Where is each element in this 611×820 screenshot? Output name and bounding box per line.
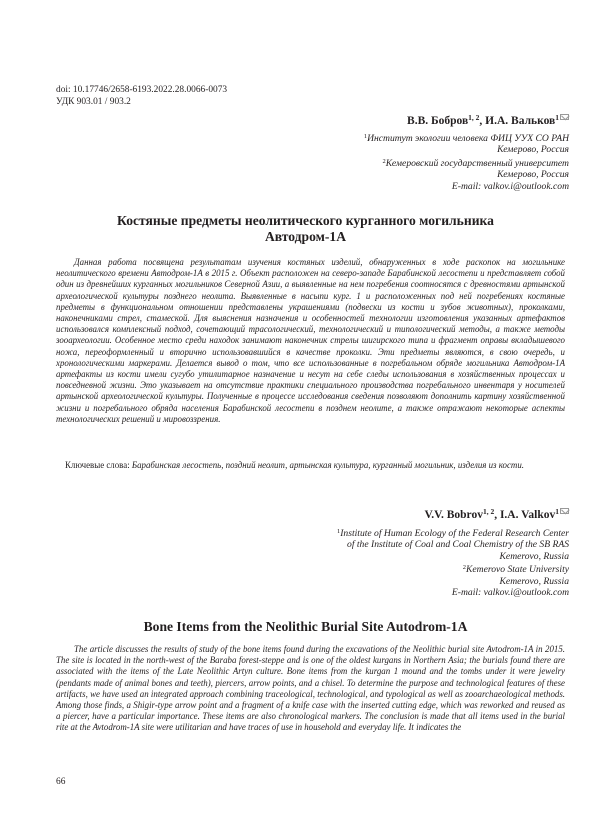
udk-code: УДК 903.01 / 903.2 bbox=[56, 96, 131, 107]
authors-ru bbox=[407, 113, 569, 127]
affiliation-email: E-mail: valkov.i@outlook.com bbox=[451, 180, 569, 192]
author-name: В.В. Бобров bbox=[407, 115, 469, 127]
affiliation-marker: 2 bbox=[462, 564, 466, 572]
affiliation-line: Кемерово, Россия bbox=[497, 169, 569, 181]
affiliation-line: of the Institute of Coal and Coal Chemistry of the SB RAS bbox=[347, 539, 569, 551]
authors-en bbox=[424, 507, 569, 521]
affiliation-marker: 1, 2 bbox=[468, 113, 480, 122]
keywords-label: Ключевые слова bbox=[65, 460, 128, 470]
affiliation-email: E-mail: valkov.i@outlook.com bbox=[451, 587, 569, 599]
envelope-icon[interactable] bbox=[560, 508, 569, 514]
doi[interactable]: doi: 10.17746/2658-6193.2022.28.0066-0073 bbox=[56, 85, 228, 95]
author-separator: , bbox=[494, 509, 500, 521]
keywords-list: Барабинская лесостепь, поздний неолит, артынская культура, курганный могильник, изделия из кости. bbox=[131, 460, 524, 470]
article-metadata bbox=[56, 85, 227, 108]
keywords-ru: Ключевые слова: Барабинская лесостепь, поздний неолит, артынская культура, курганный могильник, изделия из кости. bbox=[65, 460, 524, 470]
title-line: Автодром-1А bbox=[264, 229, 347, 244]
page-number: 66 bbox=[56, 777, 66, 787]
affiliation-line: Kemerovo, Russia bbox=[499, 550, 569, 562]
envelope-icon[interactable] bbox=[560, 114, 569, 120]
affiliation-marker: 2 bbox=[382, 157, 386, 165]
author-name: I.A. Valkov bbox=[499, 509, 556, 521]
article-title-ru bbox=[0, 213, 611, 245]
author-separator: , bbox=[479, 115, 486, 127]
affiliation-line: $^1$Institute of Human Ecology of the Federal Research Center bbox=[336, 528, 569, 539]
affiliation-line: $^1$Институт экологии человека ФИЦ УУХ СО РАН bbox=[363, 133, 569, 144]
affiliations-en bbox=[337, 526, 569, 598]
affiliations-ru bbox=[364, 131, 569, 192]
affiliation-line: $^2$Kemerovo State University bbox=[462, 564, 569, 576]
affiliation-line: Kemerovo, Russia bbox=[499, 575, 569, 587]
abstract-en: The article discusses the results of study of the bone items found during the excavations of the Neolithic burial site Avtodrom-1A in 2015. The site is located in the north-west of the Baraba forest-steppe and is one of the oldest kurgans in Northern Asia; the burials found there are associated with the items of the Late Neolithic Artyn culture. Bone items from the kurgan 1 mound and the tombs under it were jewelry (pendants made of animal bones and teeth), piercers, arrow points, and a chisel. To determine the purpose and technological features of these artifacts, we have used an integrated approach combining traceological, technological, and typological as well as zooarchaeological methods. Among those finds, a Shigir-type arrow point and a fragment of a knife case with the inserted cutting edge, which was reworked and reused as a piercer, have a particular importance. These items are also chronological markers. The conclusion is made that all items used in the burial rite at the Avtodrom-1A site were utilitarian and have traces of use in household and everyday life. It indicates the bbox=[56, 644, 565, 733]
author-name: И.А. Вальков bbox=[485, 115, 556, 127]
affiliation-marker: 1 bbox=[555, 113, 559, 122]
affiliation-marker: 1 bbox=[555, 507, 559, 516]
author-name: V.V. Bobrov bbox=[424, 509, 483, 521]
affiliation-marker: 1 bbox=[336, 528, 341, 535]
affiliation-marker: 1 bbox=[363, 133, 368, 140]
affiliation-line: Кемерово, Россия bbox=[497, 144, 569, 156]
affiliation-marker: 1, 2 bbox=[482, 507, 495, 516]
article-title-en: Bone Items from the Neolithic Burial Site Autodrom-1A bbox=[143, 619, 468, 634]
abstract-ru: Данная работа посвящена результатам изучения костяных изделий, обнаруженных в ходе раскопок на могильнике неолитического времени Автодром-1А в 2015 г. Объект расположен на северо-западе Барабинской лесостепи и представляет собой один из древнейших курганных могильников Северной Азии, а выявленные на нем погребения соотносятся с древностями артынской археологической культуры позднего неолита. Выявленные в насыпи кург. 1 и расположенных под ней погребениях костяные предметы в функциональном отношении представлены украшениями (подвески из кости и зубов животных), проколками, наконечниками стрел, стамеской. Для выяснения назначения и особенностей технологии изготовления указанных артефактов использовался комплексный подход, сочетающий трасологический, технологический и типологический методы, а также методы зооархеологии. Особенное место среди находок занимают наконечник стрелы шигирского типа и фрагмент оправы вкладышевого ножа, переоформленный и вторично использовавшийся в качестве проколки. Эти предметы являются, в свою очередь, и хронологическими маркерами. Делается вывод о том, что все использованные в погребальном обряде могильника Автодром-1А артефакты из кости имели сугубо утилитарное назначение и несут на себе следы использования в хозяйственных процессах и повседневной жизни. Это указывает на отсутствие практики специального производства погребального инвентаря у носителей артынской археологической культуры. Полученные в процессе исследования сведения позволяют дополнить картину хозяйственной жизни и погребального обряда населения Барабинской лесостепи в позднем неолите, а также отражают некоторые аспекты технологических решений и мировоззрения. bbox=[56, 257, 565, 424]
title-line: Костяные предметы неолитического курганного могильника bbox=[117, 213, 494, 228]
affiliation-line: $^2$Кемеровский государственный университет bbox=[382, 157, 569, 169]
